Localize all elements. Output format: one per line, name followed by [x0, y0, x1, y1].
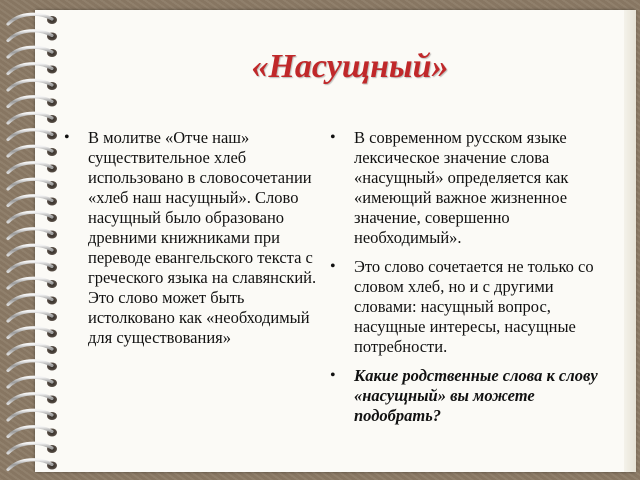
- bullet-icon: •: [330, 129, 336, 146]
- spiral-wire: [8, 80, 52, 90]
- spiral-wire: [8, 146, 52, 156]
- spiral-wire: [8, 394, 52, 404]
- spiral-wire: [8, 460, 52, 470]
- spiral-binding-icon: [0, 0, 70, 480]
- paragraph-text: В молитве «Отче наш» существительное хлеб использовано в словосочетании «хлеб наш насущный». Слово насущный было образовано древними книжниками при переводе евангельского текста с греческого языка на славянский. Это слово может быть истолковано как «необходимый для существования»: [88, 128, 317, 347]
- left-column: [64, 128, 326, 357]
- bullet-icon: •: [330, 367, 336, 384]
- spiral-wire: [8, 278, 52, 288]
- spiral-wire: [8, 361, 52, 371]
- spiral-wire: [8, 311, 52, 321]
- spiral-wire: [8, 47, 52, 57]
- spiral-wire: [8, 328, 52, 338]
- spiral-wire: [8, 130, 52, 140]
- slide-title: «Насущный»: [251, 48, 449, 85]
- spiral-wire: [8, 344, 52, 354]
- spiral-wire: [8, 377, 52, 387]
- spiral-wire: [8, 245, 52, 255]
- list-item: [64, 128, 326, 348]
- spiral-wire: [8, 14, 52, 24]
- spiral-wire: [8, 410, 52, 420]
- spiral-wire: [8, 179, 52, 189]
- spiral-wire: [8, 262, 52, 272]
- spiral-wire: [8, 97, 52, 107]
- question-text: Какие родственные слова к слову «насущный» вы можете подобрать?: [354, 366, 598, 425]
- spiral-wire: [8, 196, 52, 206]
- list-item: [330, 128, 612, 248]
- spiral-wire: [8, 295, 52, 305]
- bullet-icon: •: [64, 129, 70, 146]
- spiral-wire: [8, 163, 52, 173]
- list-item: [330, 257, 612, 357]
- list-item: [330, 366, 612, 426]
- spiral-wire: [8, 427, 52, 437]
- spiral-wire: [8, 443, 52, 453]
- spiral-wire: [8, 64, 52, 74]
- paragraph-text: В современном русском языке лексическое значение слова «насущный» определяется как «имеющий важное жизненное значение, совершенно необходимый».: [354, 128, 569, 247]
- paragraph-text: Это слово сочетается не только со словом хлеб, но и с другими словами: насущный вопрос, насущные интересы, насущные потребности.: [354, 257, 594, 356]
- spiral-wire: [8, 229, 52, 239]
- spiral-wire: [8, 31, 52, 41]
- spiral-wire: [8, 212, 52, 222]
- spiral-wire: [8, 113, 52, 123]
- right-column: [330, 128, 612, 435]
- bullet-icon: •: [330, 258, 336, 275]
